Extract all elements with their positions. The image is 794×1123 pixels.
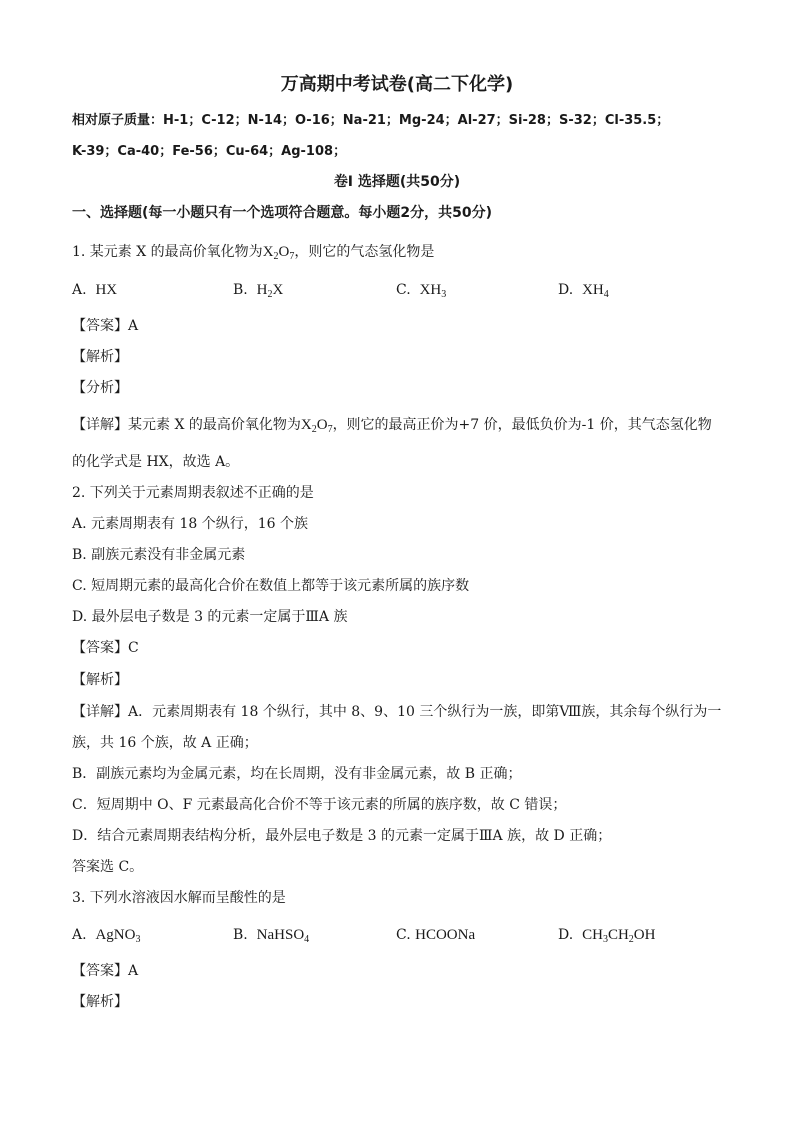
option-formula bbox=[420, 282, 447, 298]
question-1-stem bbox=[72, 243, 434, 261]
formula-x-sub: 2 bbox=[273, 251, 279, 262]
option-letter: B. bbox=[233, 282, 248, 298]
q2-detail-line-1: 【详解】A．元素周期表有 18 个纵行，其中 8、9、10 三个纵行为一族，即第Ⅷ族，其余每个纵行为一 bbox=[72, 704, 722, 720]
q1-stem-pre: 1. 某元素 X 的最高价氧化物为 bbox=[72, 244, 263, 260]
formula-o-sub: 7 bbox=[289, 251, 295, 262]
formula-sub: 2 bbox=[267, 289, 273, 300]
q1-detail-formula bbox=[301, 417, 333, 433]
option-letter: B. bbox=[233, 927, 248, 943]
option-letter: A. bbox=[72, 927, 87, 943]
option-letter: C. bbox=[396, 282, 411, 298]
section-title: 一、选择题(每一小题只有一个选项符合题意。每小题2分，共50分) bbox=[72, 205, 493, 221]
option-formula bbox=[582, 282, 609, 298]
formula-part: XH bbox=[582, 282, 604, 298]
q2-detail-line-6: 答案选 C。 bbox=[72, 859, 144, 875]
formula-sub: 2 bbox=[628, 934, 634, 945]
q1-option-a bbox=[72, 281, 117, 299]
formula-part: CH bbox=[607, 927, 629, 943]
formula-sub: 3 bbox=[135, 934, 141, 945]
q2-detail-line-2: 族，共 16 个族，故 A 正确； bbox=[72, 735, 258, 751]
q2-option-b: B. 副族元素没有非金属元素 bbox=[72, 547, 246, 563]
q3-option-c bbox=[396, 926, 475, 944]
q2-option-a: A. 元素周期表有 18 个纵行，16 个族 bbox=[72, 516, 308, 532]
q2-detail-line-4: C．短周期中 O、F 元素最高化合价不等于该元素的所属的族序数，故 C 错误； bbox=[72, 797, 567, 813]
q1-detail-line-2: 的化学式是 HX，故选 A。 bbox=[72, 454, 240, 470]
q1-stem-post: ，则它的气态氢化物是 bbox=[294, 244, 435, 260]
q3-option-a bbox=[72, 926, 140, 944]
option-letter: A. bbox=[72, 282, 87, 298]
q1-option-d bbox=[558, 281, 609, 299]
atomic-masses-line-2: K-39；Ca-40；Fe-56；Cu-64；Ag-108； bbox=[72, 144, 347, 159]
question-2-stem: 2. 下列关于元素周期表叙述不正确的是 bbox=[72, 485, 314, 501]
formula-x: X bbox=[300, 417, 312, 433]
option-formula bbox=[257, 927, 310, 943]
formula-sub: 4 bbox=[304, 934, 310, 945]
q3-option-d bbox=[558, 926, 655, 944]
option-formula bbox=[95, 927, 140, 943]
formula-o: O bbox=[278, 244, 290, 260]
formula-part: H bbox=[256, 282, 268, 298]
q2-detail-line-3: B．副族元素均为金属元素，均在长周期，没有非金属元素，故 B 正确； bbox=[72, 766, 522, 782]
q1-analysis: 【解析】 bbox=[72, 349, 128, 365]
page-title: 万高期中考试卷(高二下化学) bbox=[280, 74, 514, 95]
volume-title: 卷Ⅰ 选择题(共50分) bbox=[333, 174, 461, 190]
atomic-masses-line-1: 相对原子质量：H-1；C-12；N-14；O-16；Na-21；Mg-24；Al-27；Si-28；S-32；Cl-35.5； bbox=[72, 113, 670, 128]
q1-option-c bbox=[396, 281, 446, 299]
option-letter: D. bbox=[558, 282, 574, 298]
option-letter: C. bbox=[396, 927, 411, 943]
formula-sub: 4 bbox=[603, 289, 609, 300]
q2-option-c: C. 短周期元素的最高化合价在数值上都等于该元素所属的族序数 bbox=[72, 578, 470, 594]
formula-x-sub: 2 bbox=[311, 424, 317, 435]
q3-option-b bbox=[233, 926, 309, 944]
q1-formula bbox=[263, 244, 295, 260]
option-formula bbox=[257, 282, 284, 298]
formula-part: OH bbox=[633, 927, 656, 943]
formula-part: AgNO bbox=[95, 927, 136, 943]
formula-sub: 3 bbox=[602, 934, 608, 945]
q3-analysis: 【解析】 bbox=[72, 994, 128, 1010]
formula-o: O bbox=[316, 417, 328, 433]
q1-detail-line-1 bbox=[72, 416, 712, 434]
formula-part: XH bbox=[419, 282, 442, 298]
q1-detail-pre: 【详解】某元素 X 的最高价氧化物为 bbox=[72, 417, 301, 433]
q2-option-d: D. 最外层电子数是 3 的元素一定属于ⅢA 族 bbox=[72, 609, 348, 625]
q1-answer: 【答案】A bbox=[72, 318, 139, 334]
q3-answer: 【答案】A bbox=[72, 963, 139, 979]
q1-option-b bbox=[233, 281, 283, 299]
q1-fenxi: 【分析】 bbox=[72, 380, 128, 396]
option-formula bbox=[582, 927, 655, 943]
q2-detail-line-5: D．结合元素周期表结构分析，最外层电子数是 3 的元素一定属于ⅢA 族，故 D 正确； bbox=[72, 828, 612, 844]
q2-answer: 【答案】C bbox=[72, 640, 139, 656]
formula-sub: 3 bbox=[441, 289, 447, 300]
option-formula: HX bbox=[95, 282, 118, 298]
option-formula: HCOONa bbox=[415, 927, 476, 943]
q2-analysis: 【解析】 bbox=[72, 672, 128, 688]
formula-part: NaHSO bbox=[256, 927, 305, 943]
formula-x: X bbox=[262, 244, 274, 260]
formula-part: CH bbox=[582, 927, 603, 943]
formula-part: X bbox=[272, 282, 284, 298]
option-letter: D. bbox=[558, 927, 574, 943]
q1-detail-post: ，则它的最高正价为+7 价，最低负价为-1 价，其气态氢化物 bbox=[332, 417, 712, 433]
question-3-stem: 3. 下列水溶液因水解而呈酸性的是 bbox=[72, 890, 286, 906]
formula-o-sub: 7 bbox=[327, 424, 333, 435]
